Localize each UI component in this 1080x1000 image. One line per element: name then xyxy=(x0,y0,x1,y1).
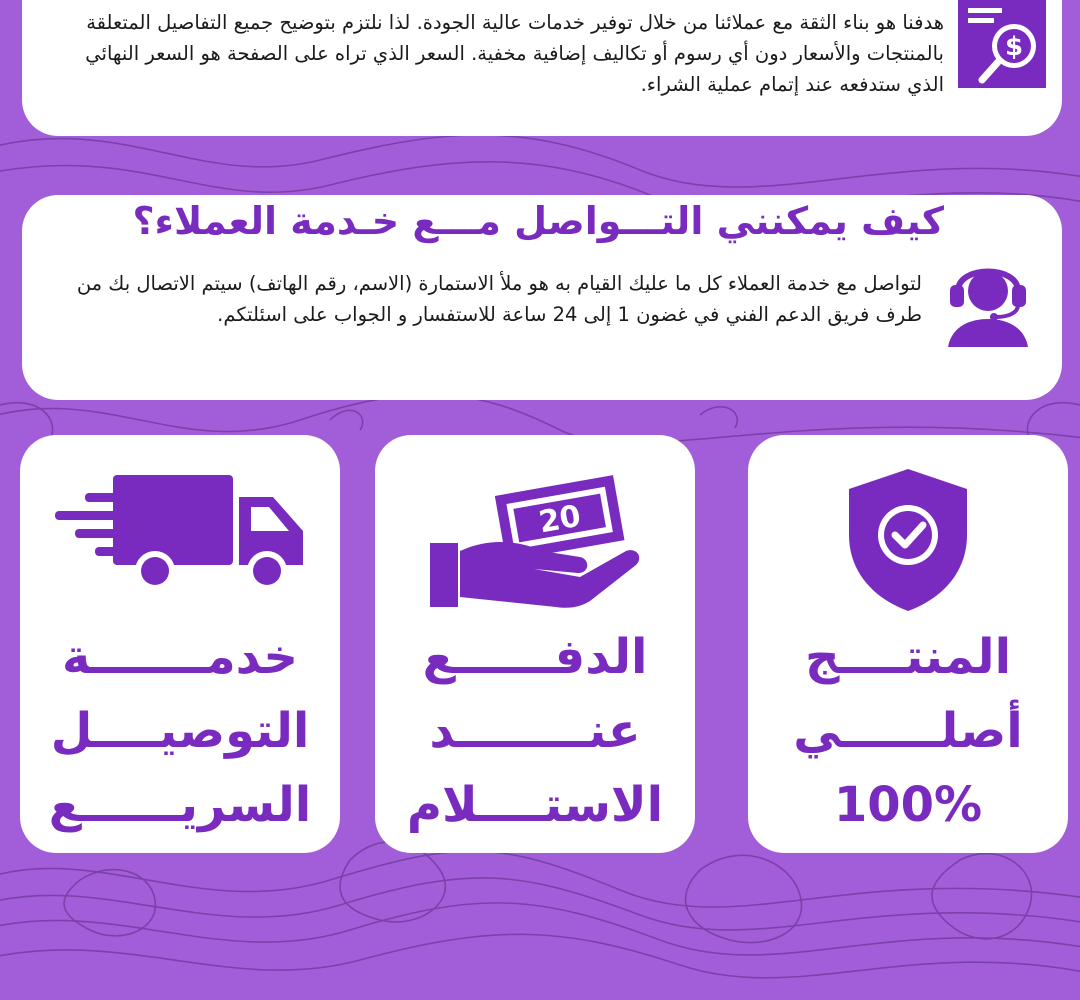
svg-text:20: 20 xyxy=(536,498,584,541)
original-product-line-1: المنتــــج xyxy=(804,629,1012,685)
original-product-line-2: أصلــــــي xyxy=(793,703,1023,759)
shield-check-icon xyxy=(843,465,973,615)
fast-delivery-line-3: السريــــــع xyxy=(48,777,312,833)
cash-on-delivery-line-3: الاستــــلام xyxy=(406,777,664,833)
customer-service-card xyxy=(22,195,1062,400)
cash-on-delivery-line-1: الدفــــــع xyxy=(422,629,648,685)
fast-delivery-line-1: خدمـــــــة xyxy=(62,629,298,685)
delivery-truck-icon xyxy=(55,465,305,605)
original-product-title xyxy=(748,620,1068,842)
original-product-card xyxy=(748,435,1068,853)
cash-on-delivery-title xyxy=(375,620,695,842)
cash-on-delivery-card xyxy=(375,435,695,853)
svg-text:$: $ xyxy=(1004,32,1024,62)
fast-delivery-line-2: التوصيــــل xyxy=(50,703,310,759)
pricing-paragraph: هدفنا هو بناء الثقة مع عملائنا من خلال توفير خدمات عالية الجودة. لذا نلتزم بتوضيح جميع التفاصيل المتعلقة بالمنتجات والأسعار دون أي رسوم أو تكاليف إضافية مخفية. السعر الذي تراه على الصفحة هو السعر النهائي الذي ستدفعه عند إتمام عملية الشراء. xyxy=(85,11,944,96)
fast-delivery-title xyxy=(20,620,340,842)
customer-service-heading: كيف يمكنني التـــواصل مـــع خـدمة العملاء؟ xyxy=(132,199,944,243)
price-tag-search-icon xyxy=(954,0,1050,90)
cash-on-delivery-line-2: عنــــــــد xyxy=(429,703,641,759)
pricing-transparency-card xyxy=(22,0,1062,136)
customer-support-headset-icon xyxy=(942,247,1034,347)
original-product-line-3: 100% xyxy=(833,777,983,833)
customer-service-paragraph: لتواصل مع خدمة العملاء كل ما عليك القيام به هو ملأ الاستمارة (الاسم، رقم الهاتف) سيتم الاتصال بك من طرف فريق الدعم الفني في غضون 1 إلى 24 ساعة للاستفسار و الجواب على اسئلتكم. xyxy=(76,272,922,326)
cash-hand-icon xyxy=(430,465,640,615)
fast-delivery-card xyxy=(20,435,340,853)
